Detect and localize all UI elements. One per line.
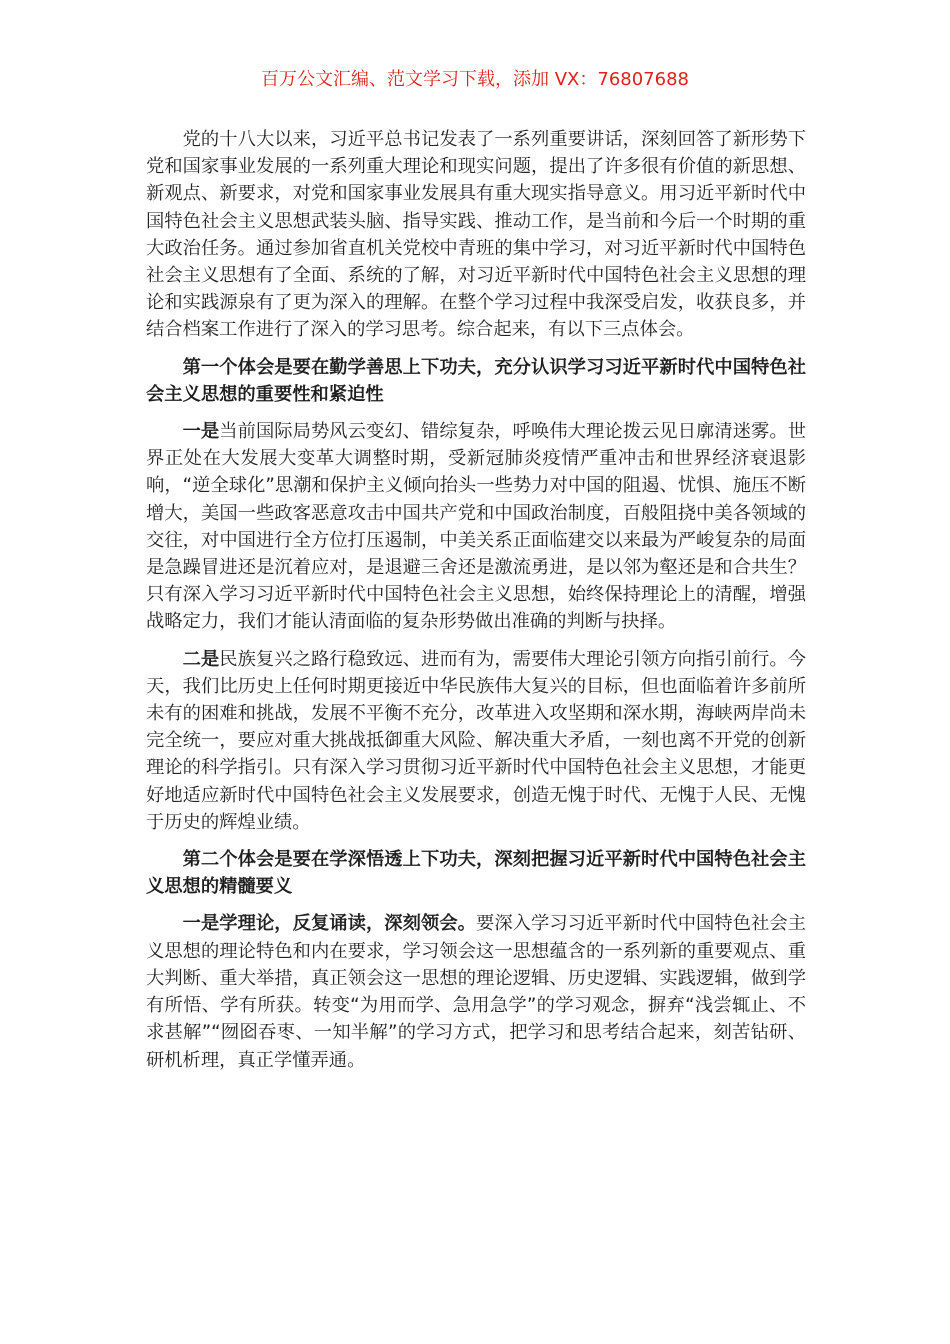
section-1-point-2-lead: 二是 (182, 648, 220, 670)
section-1-point-1-text: 当前国际局势风云变幻、错综复杂，呼唤伟大理论拨云见日廓清迷雾。世界正处在大发展大变革大调整时期，受新冠肺炎疫情严重冲击和世界经济衰退影响，“逆全球化”思潮和保护主义倾向抬头一些势力对中国的阻遏、忧惧、施压不断增大，美国一些政客恶意攻击中国共产党和中国政治制度，百般阻挠中美各领域的交往，对中国进行全方位打压遏制，中美关系正面临建交以来最为严峻复杂的局面是急躁冒进还是沉着应对，是退避三舍还是激流勇进，是以邻为壑还是和合共生？只有深入学习习近平新时代中国特色社会主义思想，始终保持理论上的清醒，增强战略定力，我们才能认清面临的复杂形势做出准确的判断与抉择。 (146, 421, 807, 633)
section-2-point-1-text: 要深入学习习近平新时代中国特色社会主义思想的理论特色和内在要求，学习领会这一思想蕴含的一系列新的重要观点、重大判断、重大举措，真正领会这一思想的理论逻辑、历史逻辑、实践逻辑，做到学有所悟、学有所获。转变“为用而学、急用急学”的学习观念，摒弃“浅尝辄止、不求甚解”“囫囵吞枣、一知半解”的学习方式，把学习和思考结合起来，刻苦钻研、研机析理，真正学懂弄通。 (146, 913, 807, 1071)
section-1-heading: 第一个体会是要在勤学善思上下功夫，充分认识学习习近平新时代中国特色社会主义思想的重要性和紧迫性 (146, 356, 806, 405)
document-body (146, 126, 806, 1074)
section-2-point-1-lead: 一是学理论，反复诵读，深刻领会。 (182, 913, 476, 935)
section-1-point-1 (146, 418, 806, 636)
intro-paragraph: 党的十八大以来，习近平总书记发表了一系列重要讲话，深刻回答了新形势下党和国家事业发展的一系列重大理论和现实问题，提出了许多很有价值的新思想、新观点、新要求，对党和国家事业发展具有重大现实指导意义。用习近平新时代中国特色社会主义思想武装头脑、指导实践、推动工作，是当前和今后一个时期的重大政治任务。通过参加省直机关党校中青班的集中学习，对习近平新时代中国特色社会主义思想有了全面、系统的了解，对习近平新时代中国特色社会主义思想的理论和实践源泉有了更为深入的理解。在整个学习过程中我深受启发，收获良多，并结合档案工作进行了深入的学习思考。综合起来，有以下三点体会。 (146, 129, 806, 341)
section-2-point-1 (146, 910, 806, 1073)
section-1-point-2 (146, 646, 806, 836)
section-2-heading: 第二个体会是要在学深悟透上下功夫，深刻把握习近平新时代中国特色社会主义思想的精髓要义 (146, 849, 806, 898)
section-1-point-2-text: 民族复兴之路行稳致远、进而有为，需要伟大理论引领方向指引前行。今天，我们比历史上任何时期更接近中华民族伟大复兴的目标，但也面临着许多前所未有的困难和挑战，发展不平衡不充分，改革进入攻坚期和深水期，海峡两岸尚未完全统一，要应对重大挑战抵御重大风险、解决重大矛盾，一刻也离不开党的创新理论的科学指引。只有深入学习贯彻习近平新时代中国特色社会主义思想，才能更好地适应新时代中国特色社会主义发展要求，创造无愧于时代、无愧于人民、无愧于历史的辉煌业绩。 (146, 648, 807, 833)
header-note: 百万公文汇编、范文学习下载，添加 VX：76807688 (261, 69, 689, 90)
section-1-point-1-lead: 一是 (182, 421, 220, 443)
